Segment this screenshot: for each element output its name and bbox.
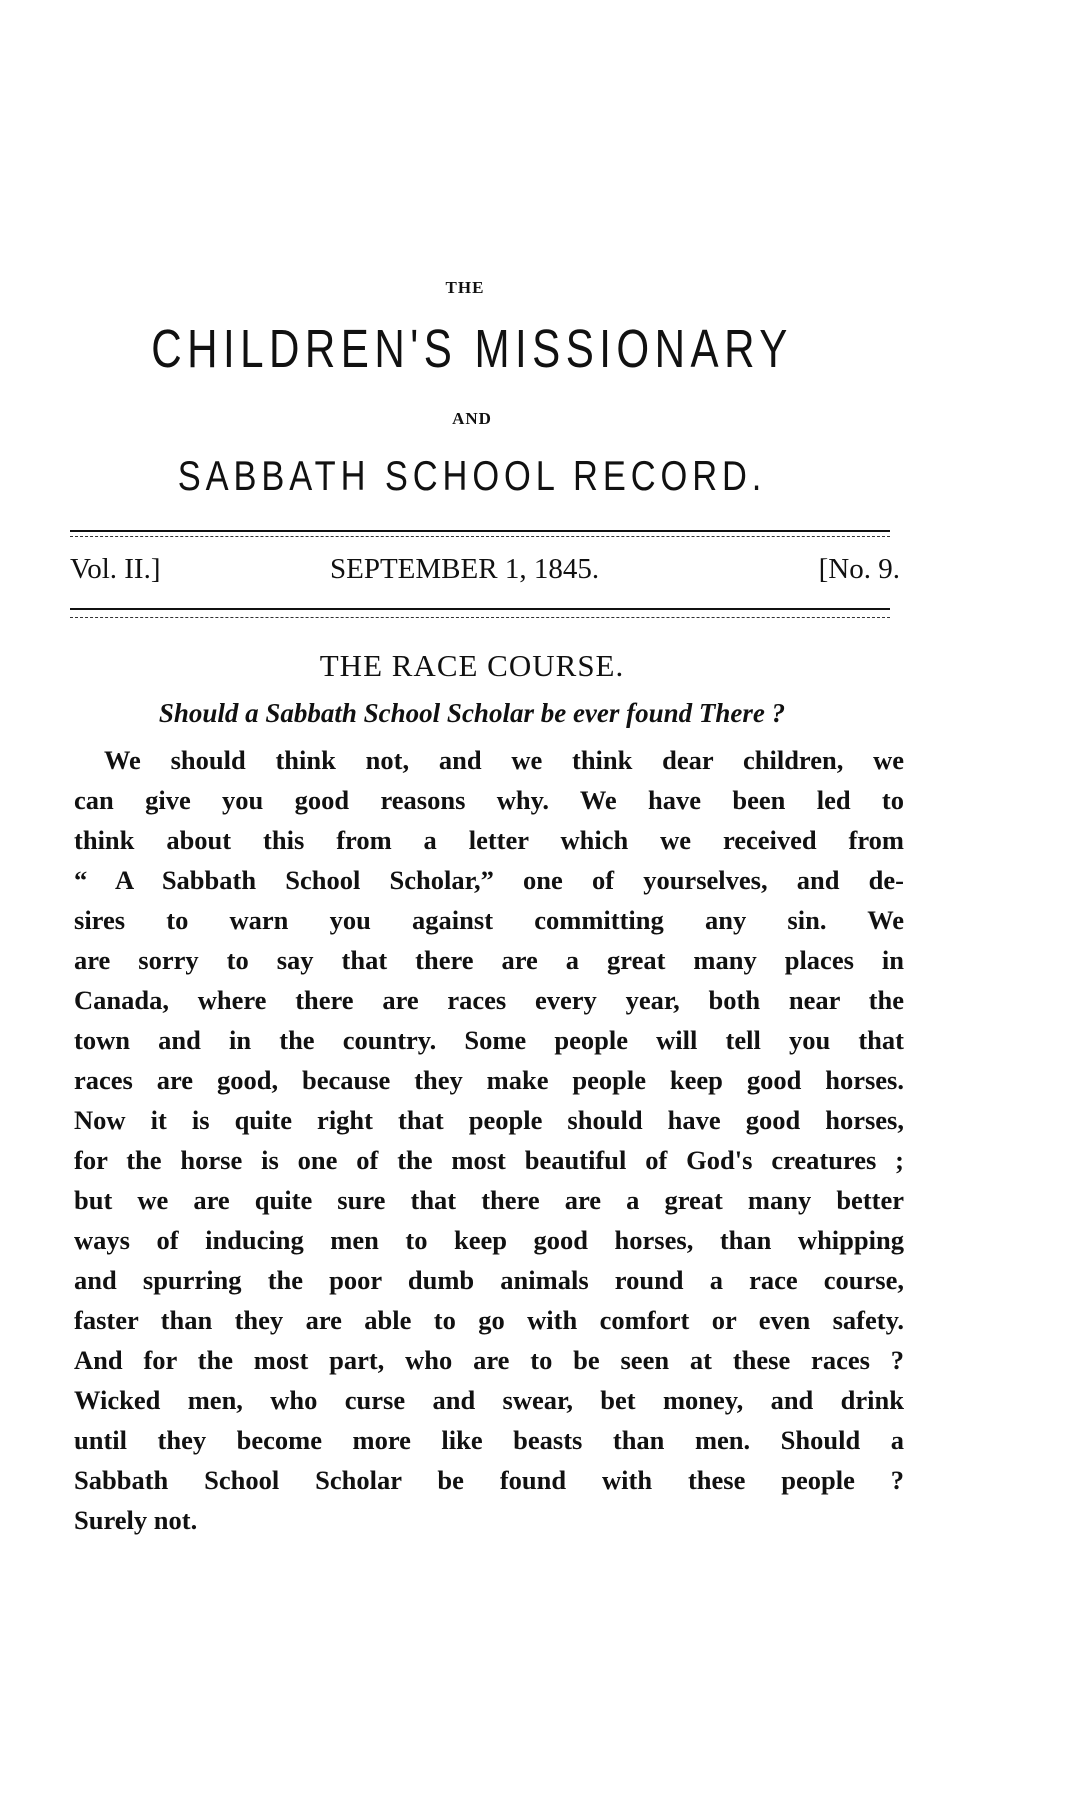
- body-line: Surely not.: [74, 1505, 198, 1535]
- rule-divider-bottom: [70, 608, 890, 610]
- body-line: until they become more like beasts than men. Should a: [74, 1425, 904, 1455]
- body-line: town and in the country. Some people will tell you that: [74, 1025, 904, 1055]
- body-line: think about this from a letter which we received from: [74, 825, 904, 855]
- body-line: ways of inducing men to keep good horses, than whipping: [74, 1225, 904, 1255]
- body-line: We should think not, and we think dear children, we: [104, 745, 904, 775]
- issue-date: SEPTEMBER 1, 1845.: [330, 553, 600, 585]
- masthead-the: THE: [445, 278, 485, 297]
- rule-divider-bottom-dashed: [70, 617, 890, 618]
- masthead-and: AND: [452, 409, 492, 428]
- publication-title: CHILDREN'S MISSIONARY: [151, 319, 793, 379]
- body-line: And for the most part, who are to be seen at these races ?: [74, 1345, 904, 1375]
- volume-label: Vol. II.]: [70, 553, 161, 585]
- article-body: [74, 740, 904, 1540]
- rule-divider-top: [70, 530, 890, 532]
- issue-number: [No. 9.: [818, 553, 900, 585]
- body-line: faster than they are able to go with comfort or even safety.: [74, 1305, 904, 1335]
- article-title: THE RACE COURSE.: [319, 648, 625, 683]
- body-line: and spurring the poor dumb animals round a race course,: [74, 1265, 904, 1295]
- body-line: sires to warn you against committing any sin. We: [74, 905, 904, 935]
- body-line: Now it is quite right that people should have good horses,: [74, 1105, 904, 1135]
- body-line: Canada, where there are races every year, both near the: [74, 985, 904, 1015]
- article-subtitle: Should a Sabbath School Scholar be ever found There ?: [158, 698, 786, 728]
- rule-divider-top-dashed: [70, 536, 890, 537]
- body-line: are sorry to say that there are a great many places in: [74, 945, 904, 975]
- body-line: races are good, because they make people keep good horses.: [74, 1065, 904, 1095]
- body-line: Wicked men, who curse and swear, bet money, and drink: [74, 1385, 904, 1415]
- body-line: can give you good reasons why. We have been led to: [74, 785, 904, 815]
- body-line: “ A Sabbath School Scholar,” one of yourselves, and de-: [74, 865, 904, 895]
- body-line: for the horse is one of the most beautiful of God's creatures ;: [74, 1145, 904, 1175]
- publication-subtitle: SABBATH SCHOOL RECORD.: [177, 452, 767, 499]
- dateline: [70, 553, 900, 593]
- body-line: but we are quite sure that there are a great many better: [74, 1185, 904, 1215]
- body-line: Sabbath School Scholar be found with these people ?: [74, 1465, 904, 1495]
